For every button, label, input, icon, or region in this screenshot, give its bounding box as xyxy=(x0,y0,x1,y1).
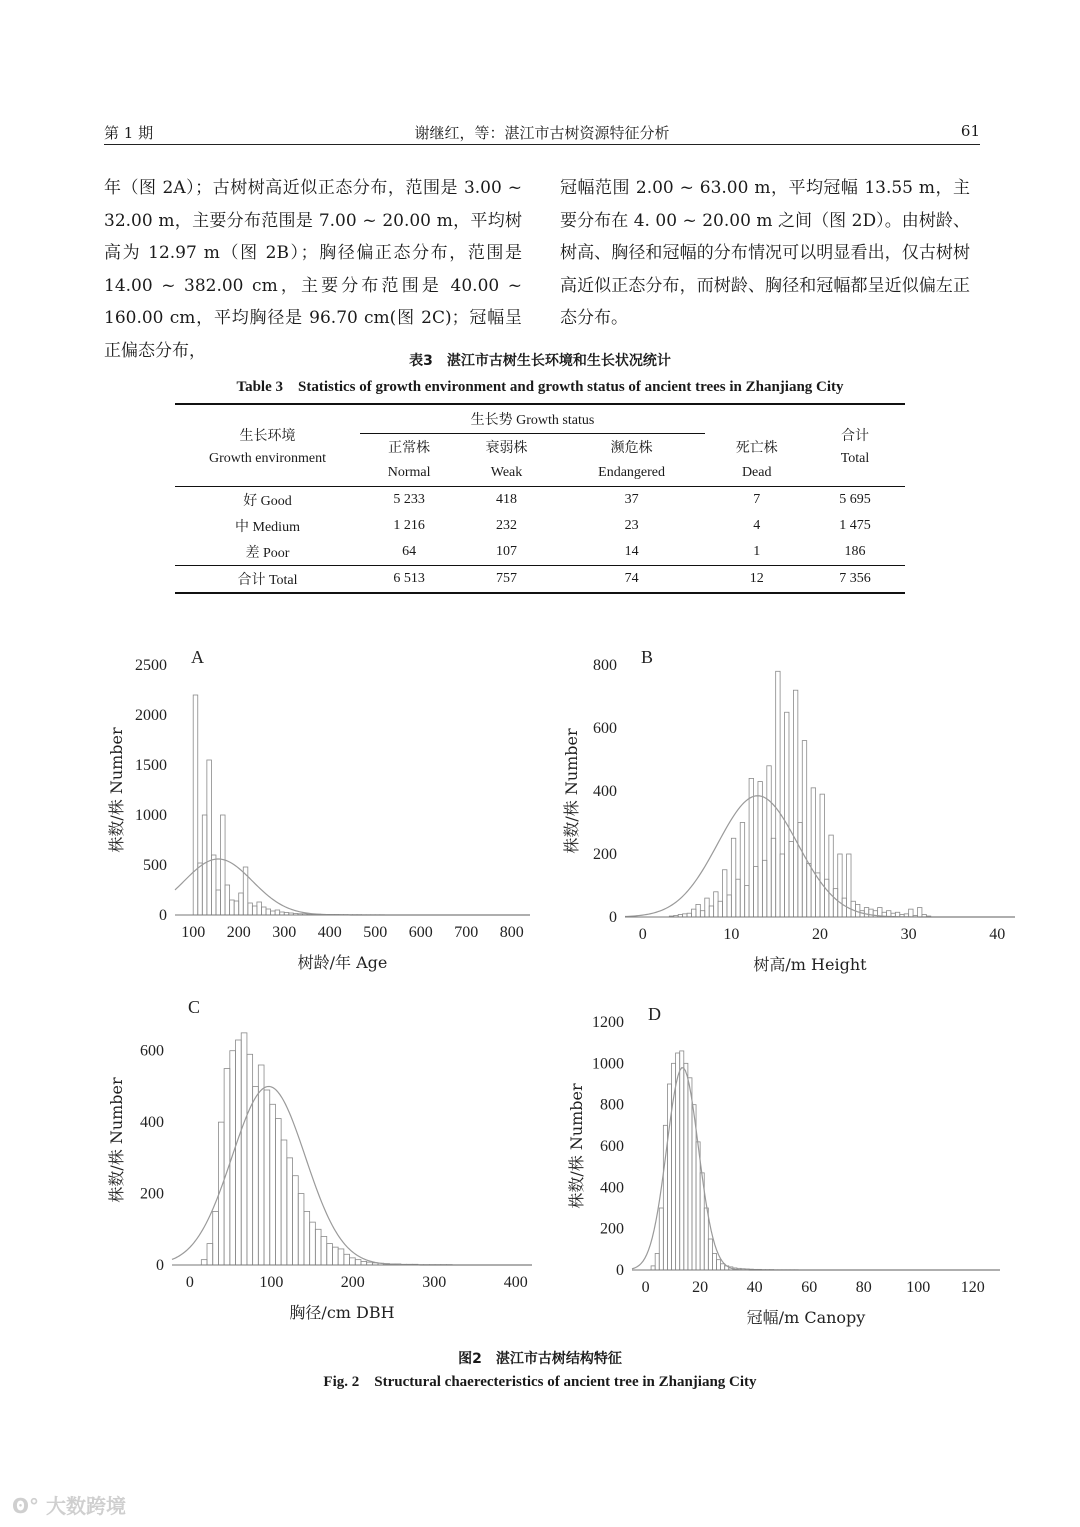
y-tick-label: 1000 xyxy=(592,1055,624,1073)
y-tick-label: 2000 xyxy=(135,707,167,724)
total-row-label: 合计 Total xyxy=(175,566,360,594)
y-tick-label: 0 xyxy=(159,907,167,924)
histogram-bar xyxy=(736,879,740,917)
histogram-bar xyxy=(864,908,868,917)
histogram-bar xyxy=(207,760,212,915)
chart-panel-b xyxy=(555,640,1025,980)
y-tick-label: 200 xyxy=(593,846,617,863)
x-tick-label: 300 xyxy=(422,1274,447,1291)
env-header-zh: 生长环境 xyxy=(239,428,296,444)
x-tick-label: 600 xyxy=(408,924,433,941)
histogram-bar xyxy=(213,1211,219,1265)
histogram-bar xyxy=(344,1254,350,1265)
histogram-bar xyxy=(723,870,727,917)
y-tick-label: 2500 xyxy=(135,657,167,674)
cell: 74 xyxy=(555,566,709,594)
cell: 23 xyxy=(624,518,639,533)
histogram-bar xyxy=(811,788,815,917)
env-header-en: Growth environment xyxy=(208,450,327,466)
histogram-bar xyxy=(754,867,758,917)
histogram-bar xyxy=(253,1086,259,1265)
histogram-bar xyxy=(807,863,811,917)
body-paragraph-right: 冠幅范围 2.00 ~ 63.00 m，平均冠幅 13.55 m，主要分布在 4. 00 ~ 20.00 m 之间（图 2D）。由树龄、树高、胸径和冠幅的分布情况可以明显看出，仅古树树高近似正态分布，而树龄、胸径和冠幅都呈近似偏左正态分布。 xyxy=(560,178,970,328)
cell: 757 xyxy=(458,566,555,594)
histogram-bar xyxy=(824,879,828,917)
histogram-bar xyxy=(287,1158,293,1265)
x-tick-label: 120 xyxy=(960,1279,985,1296)
histogram-bar xyxy=(293,1176,299,1265)
histogram-bar xyxy=(271,911,276,915)
x-axis-title: 树龄/年 Age xyxy=(297,953,388,972)
y-tick-label: 600 xyxy=(140,1042,164,1060)
histogram-bar xyxy=(327,1244,333,1265)
x-tick-label: 30 xyxy=(900,926,917,943)
x-tick-label: 200 xyxy=(340,1274,365,1291)
chart-panel-d xyxy=(560,1000,1010,1330)
histogram-bar xyxy=(201,1260,207,1265)
x-tick-label: 20 xyxy=(812,926,828,943)
histogram-bar xyxy=(275,1119,281,1265)
col-normal-zh: 正常株 xyxy=(388,441,431,456)
histogram-bar xyxy=(688,1078,692,1270)
y-tick-label: 200 xyxy=(140,1185,164,1203)
y-tick-label: 400 xyxy=(140,1114,164,1132)
y-axis-title: 株数/株 Number xyxy=(107,1077,126,1203)
x-tick-label: 100 xyxy=(259,1274,284,1291)
histogram-height xyxy=(555,640,1025,980)
histogram-bar xyxy=(793,690,797,917)
col-normal-en: Normal xyxy=(387,465,431,480)
histogram-bar xyxy=(361,1261,367,1265)
watermark-logo-icon: ʘ° xyxy=(12,1494,40,1518)
panel-label-a: A xyxy=(191,647,204,667)
cell: 7 xyxy=(708,487,805,514)
cell: 1 xyxy=(753,544,761,559)
histogram-bar xyxy=(266,909,271,915)
watermark xyxy=(12,1490,126,1519)
cell: 107 xyxy=(496,544,517,559)
histogram-bar xyxy=(767,766,771,917)
total-header xyxy=(805,404,905,487)
cell: 7 356 xyxy=(805,566,905,594)
cell: 186 xyxy=(844,544,866,559)
col-weak-zh: 衰弱株 xyxy=(485,441,528,456)
histogram-bar xyxy=(241,1033,247,1265)
histogram-bar xyxy=(304,1211,310,1265)
x-axis-title: 胸径/cm DBH xyxy=(289,1303,395,1322)
y-tick-label: 500 xyxy=(143,857,167,874)
body-paragraph-left: 年（图 2A）；古树树高近似正态分布，范围是 3.00 ~ 32.00 m，主要分布范围是 7.00 ~ 20.00 m，平均树高为 12.97 m（图 2B）；胸径偏正态分布，范围是 14.00 ~ 382.00 cm，主要分布范围是 40.00 ~ 160.00 cm，平均胸径是 96.70 cm(图 2C)；冠幅呈正偏态分布， xyxy=(104,178,522,361)
histogram-bar xyxy=(315,1229,321,1265)
histogram-bar xyxy=(211,855,216,915)
histogram-bar xyxy=(281,1140,287,1265)
histogram-bar xyxy=(257,902,262,915)
histogram-bar xyxy=(270,1104,276,1265)
histogram-bar xyxy=(234,901,239,915)
histogram-bar xyxy=(745,886,749,918)
x-tick-label: 10 xyxy=(723,926,740,943)
histogram-dbh xyxy=(100,1000,550,1330)
histogram-bar xyxy=(918,908,922,917)
histogram-bar xyxy=(680,1051,684,1270)
histogram-bar xyxy=(684,1063,688,1270)
normal-curve xyxy=(632,1068,1000,1270)
y-tick-label: 1000 xyxy=(135,807,167,824)
histogram-bar xyxy=(193,695,198,915)
histogram-bar xyxy=(239,893,244,915)
panel-label-d: D xyxy=(648,1004,661,1024)
histogram-bar xyxy=(225,885,230,915)
col-endangered-en: Endangered xyxy=(598,465,666,480)
x-tick-label: 80 xyxy=(855,1279,872,1296)
y-tick-label: 0 xyxy=(609,909,617,926)
x-tick-label: 20 xyxy=(692,1279,709,1296)
histogram-bar xyxy=(332,1247,338,1265)
x-tick-label: 200 xyxy=(226,924,251,941)
table-caption-zh: 表3 湛江市古树生长环境和生长状况统计 xyxy=(409,353,671,369)
y-tick-label: 600 xyxy=(600,1138,624,1155)
histogram-bar xyxy=(714,892,718,917)
issue-label: 第 1 期 xyxy=(104,124,154,142)
histogram-bar xyxy=(762,860,766,917)
x-tick-label: 40 xyxy=(989,926,1006,943)
running-header xyxy=(104,120,980,145)
y-tick-label: 200 xyxy=(600,1220,624,1238)
col-weak-en: Weak xyxy=(490,465,523,480)
figure-caption-zh: 图2 湛江市古树结构特征 xyxy=(458,1351,622,1367)
histogram-bar xyxy=(740,823,744,918)
env-header xyxy=(175,404,360,487)
y-tick-label: 400 xyxy=(600,1179,624,1197)
row-label: 好 Good xyxy=(175,487,360,514)
x-tick-label: 60 xyxy=(801,1279,818,1296)
y-tick-label: 800 xyxy=(593,657,617,674)
x-tick-label: 0 xyxy=(641,1279,650,1296)
x-tick-label: 400 xyxy=(503,1274,528,1291)
histogram-bar xyxy=(712,1253,716,1270)
y-axis-title: 株数/株 Number xyxy=(562,728,581,854)
histogram-bar xyxy=(659,1208,663,1270)
y-tick-label: 0 xyxy=(156,1257,164,1274)
x-tick-label: 0 xyxy=(638,926,647,943)
table-3 xyxy=(175,403,905,594)
cell: 232 xyxy=(496,518,517,533)
x-axis-title: 冠幅/m Canopy xyxy=(746,1308,866,1327)
cell: 418 xyxy=(458,487,555,514)
cell: 5 233 xyxy=(360,487,458,514)
histogram-bar xyxy=(261,907,266,915)
histogram-bar xyxy=(696,904,700,917)
normal-curve xyxy=(172,1086,532,1265)
x-axis-title: 树高/m Height xyxy=(753,955,867,974)
total-header-zh: 合计 xyxy=(841,428,869,444)
histogram-bar xyxy=(802,741,806,917)
histogram-bar xyxy=(298,1194,304,1265)
histogram-bar xyxy=(687,913,691,917)
histogram-bar xyxy=(727,895,731,917)
watermark-text: 大数跨境 xyxy=(45,1494,126,1518)
y-tick-label: 600 xyxy=(593,720,617,737)
histogram-age xyxy=(100,640,550,980)
x-tick-label: 300 xyxy=(272,924,297,941)
histogram-bar xyxy=(785,712,789,917)
running-title: 谢继红，等：湛江市古树资源特征分析 xyxy=(414,124,670,142)
histogram-bar xyxy=(798,823,802,918)
normal-curve xyxy=(175,859,530,915)
body-column-left xyxy=(104,172,522,367)
col-dead-zh: 死亡株 xyxy=(735,441,778,456)
histogram-bar xyxy=(221,815,226,915)
cell: 37 xyxy=(555,487,709,514)
histogram-bar xyxy=(709,906,713,917)
row-label: 中 Medium xyxy=(235,520,300,535)
col-dead-en: Dead xyxy=(741,465,772,480)
histogram-bar xyxy=(718,901,722,917)
histogram-bar xyxy=(789,841,793,917)
histogram-bar xyxy=(258,1065,264,1265)
x-tick-label: 100 xyxy=(906,1279,931,1296)
histogram-bar xyxy=(247,1054,253,1265)
histogram-bar xyxy=(749,778,753,917)
histogram-bar xyxy=(198,863,203,915)
figure-caption-en: Fig. 2 Structural chaerecteristics of ancient tree in Zhanjiang City xyxy=(323,1374,757,1390)
cell: 1 216 xyxy=(393,518,425,533)
histogram-bar xyxy=(248,903,253,915)
y-tick-label: 0 xyxy=(616,1262,624,1279)
y-axis-title: 株数/株 Number xyxy=(107,727,126,853)
cell: 14 xyxy=(624,544,639,559)
histogram-bar xyxy=(704,1208,708,1270)
row-label: 差 Poor xyxy=(245,546,290,561)
histogram-bar xyxy=(338,1249,344,1265)
histogram-bar xyxy=(829,835,833,917)
histogram-bar xyxy=(909,909,913,917)
cell: 5 695 xyxy=(805,487,905,514)
histogram-bar xyxy=(780,854,784,917)
histogram-bar xyxy=(758,782,762,917)
body-column-right xyxy=(560,172,970,335)
histogram-bar xyxy=(216,890,221,915)
histogram-bar xyxy=(207,1244,213,1265)
histogram-bar xyxy=(252,906,257,915)
cell: 6 513 xyxy=(360,566,458,594)
chart-panel-c xyxy=(100,1000,550,1330)
cell: 12 xyxy=(708,566,805,594)
y-axis-title: 株数/株 Number xyxy=(567,1083,586,1209)
histogram-bar xyxy=(651,1266,655,1270)
histogram-bar xyxy=(838,854,842,917)
cell: 4 xyxy=(753,518,761,533)
histogram-bar xyxy=(236,1040,242,1265)
histogram-bar xyxy=(321,1236,327,1265)
histogram-bar xyxy=(700,911,704,917)
y-tick-label: 400 xyxy=(593,783,617,800)
panel-label-c: C xyxy=(188,1000,201,1017)
status-header: 生长势 Growth status xyxy=(360,404,805,434)
histogram-bar xyxy=(708,1239,712,1270)
x-tick-label: 800 xyxy=(499,924,524,941)
y-tick-label: 1200 xyxy=(592,1014,624,1031)
histogram-canopy xyxy=(560,1000,1010,1330)
histogram-bar xyxy=(230,1051,236,1265)
x-tick-label: 400 xyxy=(317,924,342,941)
panel-label-b: B xyxy=(641,647,654,667)
col-endangered-zh: 濒危株 xyxy=(610,441,653,456)
histogram-bar xyxy=(355,1260,361,1265)
chart-panel-a xyxy=(100,640,550,980)
histogram-bar xyxy=(771,838,775,917)
histogram-bar xyxy=(717,1260,721,1270)
histogram-bar xyxy=(696,1142,700,1270)
y-tick-label: 1500 xyxy=(135,757,167,774)
histogram-bar xyxy=(721,1264,725,1270)
histogram-bar xyxy=(275,910,280,915)
x-tick-label: 500 xyxy=(363,924,388,941)
table-caption-en: Table 3 Statistics of growth environment and growth status of ancient trees in Zhanjiang City xyxy=(236,379,844,395)
histogram-bar xyxy=(820,794,824,917)
x-tick-label: 0 xyxy=(185,1274,194,1291)
x-tick-label: 700 xyxy=(454,924,479,941)
histogram-bar xyxy=(310,1222,316,1265)
x-tick-label: 100 xyxy=(181,924,206,941)
cell: 1 475 xyxy=(839,518,871,533)
histogram-bar xyxy=(230,900,235,915)
page-number: 61 xyxy=(960,122,980,140)
x-tick-label: 40 xyxy=(746,1279,763,1296)
histogram-bar xyxy=(350,1258,356,1265)
histogram-bar xyxy=(705,898,709,917)
histogram-bar xyxy=(842,898,846,917)
total-header-en: Total xyxy=(840,450,870,466)
histogram-bar xyxy=(655,1253,659,1270)
cell: 64 xyxy=(402,544,417,559)
histogram-bar xyxy=(833,889,837,917)
y-tick-label: 800 xyxy=(600,1096,624,1114)
histogram-bar xyxy=(692,1105,696,1270)
histogram-bar xyxy=(691,909,695,917)
histogram-bar xyxy=(869,909,873,917)
histogram-bar xyxy=(731,838,735,917)
histogram-bar xyxy=(776,671,780,917)
histogram-bar xyxy=(264,1090,270,1265)
